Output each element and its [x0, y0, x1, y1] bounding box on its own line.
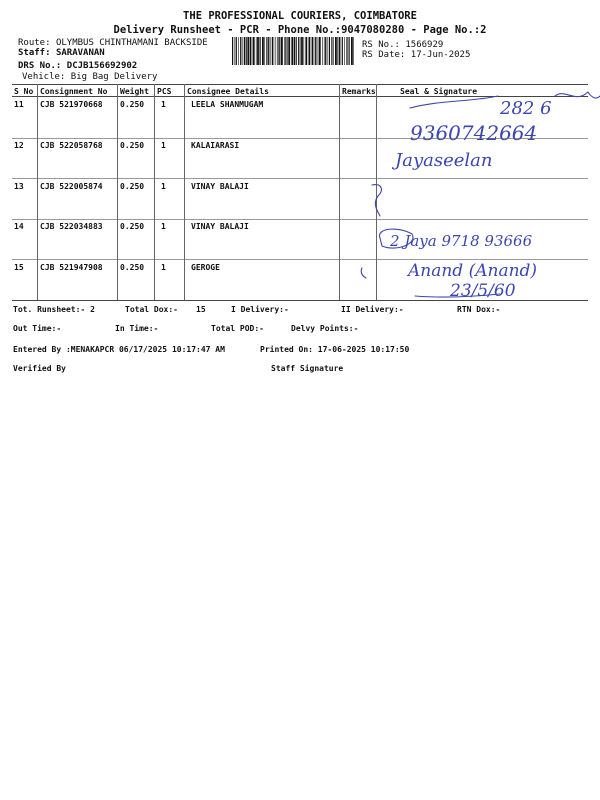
row-weight: 0.250	[120, 222, 145, 231]
route-line	[18, 38, 208, 48]
ii-delivery: II Delivery:-	[341, 305, 404, 314]
staff-line	[18, 48, 105, 58]
rtn-dox: RTN Dox:-	[457, 305, 501, 314]
row-sno: 14	[14, 222, 24, 231]
vehicle-label: Vehicle:	[22, 72, 66, 82]
row-consignee: VINAY BALAJI	[191, 182, 249, 191]
row-consignee: VINAY BALAJI	[191, 222, 249, 231]
signature-strikethrough	[410, 96, 498, 108]
column-divider	[184, 84, 185, 300]
runsheet-subtitle: Delivery Runsheet - PCR - Phone No.:9047080280 - Page No.:2	[113, 24, 487, 36]
column-divider	[376, 84, 377, 300]
row-pcs: 1	[161, 182, 166, 191]
printed-on: Printed On: 17-06-2025 10:17:50	[260, 345, 410, 354]
out-time: Out Time:-	[13, 324, 62, 333]
column-divider	[339, 84, 340, 300]
drs-label: DRS No.:	[18, 61, 62, 71]
route-value: OLYMBUS CHINTHAMANI BACKSIDE	[55, 38, 208, 48]
row-divider	[12, 219, 588, 220]
staff-value: SARAVANAN	[55, 48, 105, 58]
handwritten-row14: 2 Jaya 9718 93666	[390, 232, 533, 250]
drs-line	[18, 61, 137, 71]
delvy-points: Delvy Points:-	[291, 324, 359, 333]
entered-by: Entered By :MENAKAPCR 06/17/2025 10:17:47 AM	[13, 345, 225, 354]
rs-date-value: 17-Jun-2025	[410, 50, 471, 60]
staff-signature: Staff Signature	[271, 364, 344, 373]
vehicle-value: Big Bag Delivery	[70, 72, 158, 82]
vehicle-line	[22, 72, 157, 82]
verified-by: Verified By	[13, 364, 66, 373]
barcode-image	[232, 37, 354, 65]
company-title: THE PROFESSIONAL COURIERS, COIMBATORE	[183, 10, 417, 22]
row-weight: 0.250	[120, 263, 145, 272]
row-weight: 0.250	[120, 182, 145, 191]
row-pcs: 1	[161, 263, 166, 272]
total-dox-label: Total Dox:-	[125, 305, 178, 314]
row-weight: 0.250	[120, 100, 145, 109]
row-sno: 12	[14, 141, 24, 150]
row-pcs: 1	[161, 141, 166, 150]
row-divider	[12, 138, 588, 139]
rs-date-label: RS Date:	[362, 50, 406, 60]
row-consignee: LEELA SHANMUGAM	[191, 100, 264, 109]
rs-no-line	[362, 40, 443, 50]
column-divider	[37, 84, 38, 300]
row-divider	[12, 178, 588, 179]
row-pcs: 1	[161, 222, 166, 231]
row-sno: 13	[14, 182, 24, 191]
column-divider	[117, 84, 118, 300]
column-header-signature: Seal & Signature	[400, 87, 478, 96]
drs-value: DCJB156692902	[66, 61, 138, 71]
staff-label: Staff:	[18, 48, 51, 58]
handwritten-row15-line2: 23/5/60	[450, 281, 516, 301]
total-dox-value: 15	[196, 305, 206, 314]
column-header-remarks: Remarks	[342, 87, 376, 96]
row-consignment-no: CJB 521970668	[40, 100, 103, 109]
column-header-sno: S No	[14, 87, 34, 96]
route-label: Route:	[18, 38, 51, 48]
tot-runsheet: Tot. Runsheet:- 2	[13, 305, 95, 314]
signature-underline	[415, 294, 500, 297]
row-divider	[12, 259, 588, 260]
handwritten-row15-line1: Anand (Anand)	[408, 261, 538, 281]
handwritten-row11-line1: 282 6	[500, 98, 552, 119]
column-header-consignee: Consignee Details	[187, 87, 269, 96]
row-consignment-no: CJB 522034883	[40, 222, 103, 231]
handwritten-row11-line2: 9360742664	[410, 121, 538, 145]
row-sno: 15	[14, 263, 24, 272]
row-consignee: GEROGE	[191, 263, 220, 272]
row-consignment-no: CJB 522005874	[40, 182, 103, 191]
rs-no-label: RS No.:	[362, 40, 400, 50]
column-header-pcs: PCS	[157, 87, 172, 96]
column-header-weight: Weight	[120, 87, 149, 96]
signature-circle	[380, 229, 413, 248]
handwritten-row12: Jayaseelan	[395, 150, 493, 171]
i-delivery: I Delivery:-	[231, 305, 289, 314]
table-header-rule	[12, 96, 588, 97]
total-pod: Total POD:-	[211, 324, 264, 333]
column-divider	[154, 84, 155, 300]
row-consignment-no: CJB 521947908	[40, 263, 103, 272]
row-consignment-no: CJB 522058768	[40, 141, 103, 150]
rs-no-value: 1566929	[405, 40, 444, 50]
in-time: In Time:-	[115, 324, 159, 333]
row-weight: 0.250	[120, 141, 145, 150]
row-sno: 11	[14, 100, 24, 109]
column-header-consignment: Consignment No	[40, 87, 108, 96]
signature-scribble	[361, 268, 366, 278]
row-pcs: 1	[161, 100, 166, 109]
table-bottom-rule	[12, 300, 588, 301]
row-consignee: KALAIARASI	[191, 141, 240, 150]
rs-date-line	[362, 50, 470, 60]
table-top-rule	[12, 84, 588, 85]
